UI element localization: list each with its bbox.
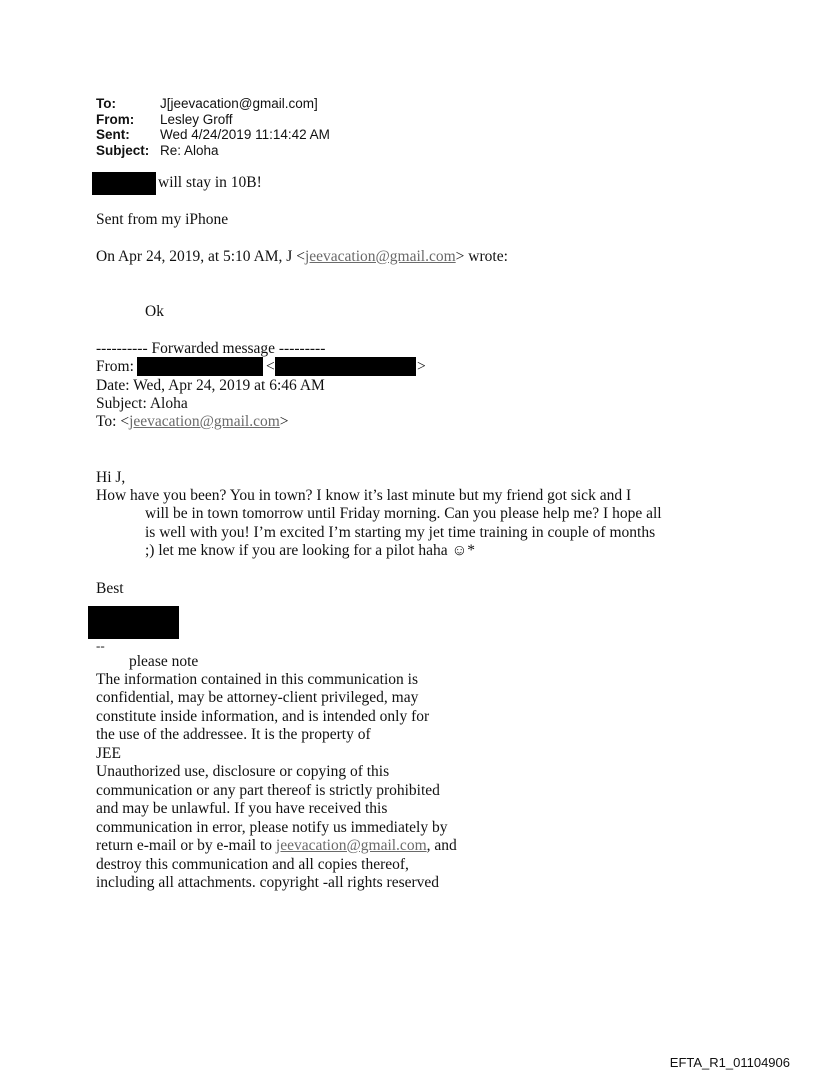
fwd-from-gt: > [417, 358, 426, 375]
redaction-box [275, 357, 416, 376]
disclaimer-line: constitute inside information, and is intended only for [96, 708, 430, 725]
fwd-date-line: Date: Wed, Apr 24, 2019 at 6:46 AM [96, 377, 325, 394]
message-paragraph-line: will be in town tomorrow until Friday morning. Can you please help me? I hope all [145, 505, 662, 522]
sent-label: Sent: [96, 127, 130, 142]
disclaimer-line: confidential, may be attorney-client privileged, may [96, 689, 419, 706]
disclaimer-email-link[interactable]: jeevacation@gmail.com [275, 837, 427, 854]
disclaimer-line: Unauthorized use, disclosure or copying of this [96, 763, 390, 780]
from-label: From: [96, 111, 135, 127]
quote-attribution: On Apr 24, 2019, at 5:10 AM, J <jeevacation@gmail.com> wrote: [96, 248, 508, 265]
sent-value: Wed 4/24/2019 11:14:42 AM [160, 127, 330, 142]
message-paragraph-line: How have you been? You in town? I know it’s last minute but my friend got sick and I [96, 487, 632, 504]
redaction-box [137, 357, 263, 376]
quote-email-link[interactable]: jeevacation@gmail.com [304, 248, 456, 265]
sent-from-signature: Sent from my iPhone [96, 211, 229, 228]
message-paragraph-line: is well with you! I’m excited I’m starting my jet time training in couple of months [145, 524, 656, 541]
reply-line: will stay in 10B! [158, 174, 262, 191]
redaction-box [92, 172, 156, 195]
closing: Best [96, 580, 124, 597]
disclaimer-line: communication or any part thereof is strictly prohibited [96, 782, 440, 799]
greeting: Hi J, [96, 469, 126, 486]
to-label: To: [96, 96, 116, 111]
please-note: please note [129, 653, 199, 670]
ok-text: Ok [145, 303, 164, 320]
fwd-from-label: From: [96, 358, 134, 375]
message-paragraph-line: ;) let me know if you are looking for a pilot haha ☺* [145, 542, 476, 559]
disclaimer-line: and may be unlawful. If you have received this [96, 800, 388, 817]
fwd-to-email-link[interactable]: jeevacation@gmail.com [129, 413, 280, 430]
signature-dashes: -- [96, 638, 105, 653]
disclaimer-email-line: return e-mail or by e-mail to jeevacation@gmail.com, and [96, 837, 457, 854]
forwarded-header: ---------- Forwarded message --------- [96, 340, 326, 357]
subject-value: Re: Aloha [160, 142, 219, 158]
fwd-subject-line: Subject: Aloha [96, 395, 188, 412]
document-id: EFTA_R1_01104906 [669, 1055, 790, 1070]
to-value: J[jeevacation@gmail.com] [160, 96, 318, 111]
redaction-box [88, 606, 179, 639]
disclaimer-line: the use of the addressee. It is the property of [96, 726, 371, 743]
disclaimer-line: The information contained in this communication is [96, 671, 418, 688]
from-value: Lesley Groff [160, 111, 233, 127]
fwd-to-line: To: <jeevacation@gmail.com> [96, 413, 289, 430]
disclaimer-line: JEE [96, 745, 121, 762]
fwd-from-lt: < [266, 358, 275, 375]
disclaimer-line: destroy this communication and all copies thereof, [96, 856, 409, 873]
disclaimer-line: communication in error, please notify us immediately by [96, 819, 448, 836]
subject-label: Subject: [96, 142, 150, 158]
disclaimer-line: including all attachments. copyright -all rights reserved [96, 874, 440, 891]
